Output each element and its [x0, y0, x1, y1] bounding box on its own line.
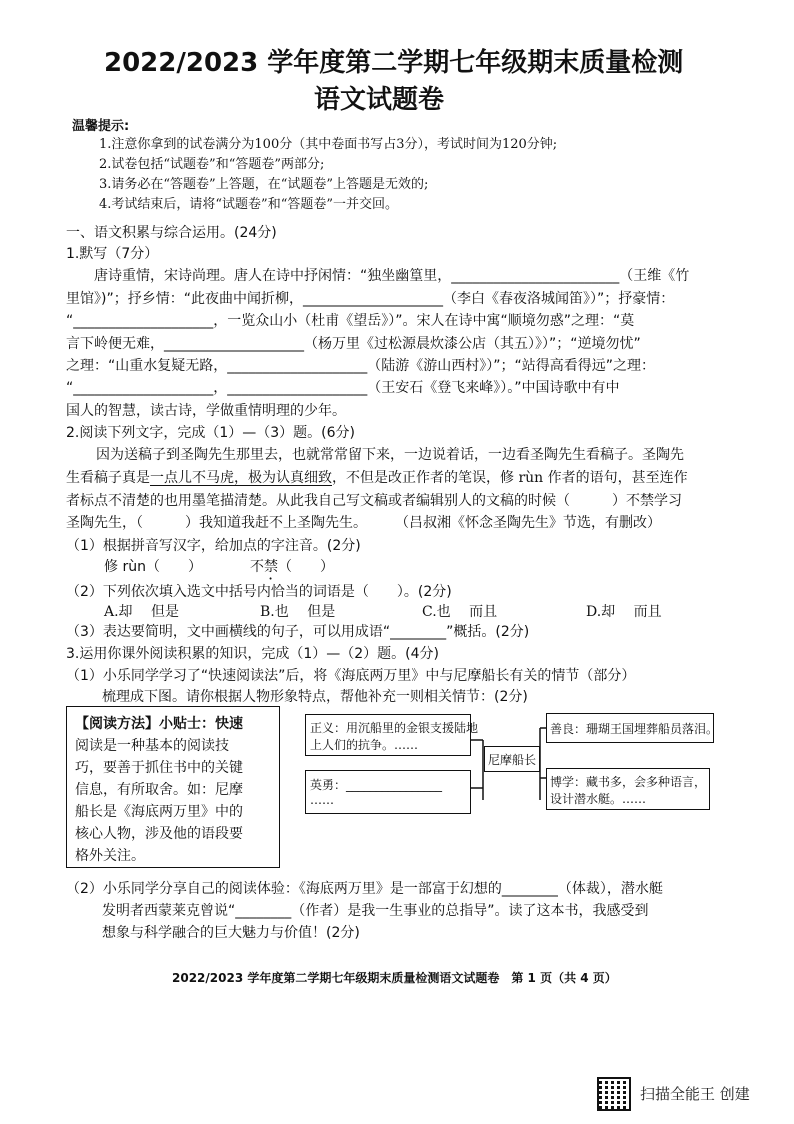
passage-line	[66, 467, 688, 487]
section-heading: 一、语文积累与综合运用。(24分)	[66, 225, 277, 241]
q2-sub2: （2）下列依次填入选文中括号内恰当的词语是（ ）。(2分)	[66, 584, 452, 600]
q2-sub1: （1）根据拼音写汉字，给加点的字注音。(2分)	[66, 538, 361, 554]
tip-item: 4.考试结束后，请将“试题卷”和“答题卷”一并交回。	[99, 197, 398, 212]
tip-box-line: 格外关注。	[75, 848, 145, 864]
blank-text: （ ）	[278, 559, 334, 575]
q2-sub3: （3）表达要简明，文中画横线的句子，可以用成语“________”概括。(2分)	[66, 624, 530, 640]
q3-sub1: 梳理成下图。请你根据人物形象特点，帮他补充一则相关情节：(2分)	[102, 689, 528, 705]
question-2-title: 2.阅读下列文字，完成（1）—（3）题。(6分)	[66, 425, 356, 441]
q3-sub2: （2）小乐同学分享自己的阅读体验：《海底两万里》是一部富于幻想的________（体裁），潜水艇	[66, 881, 663, 897]
blank-text: 不	[250, 559, 264, 575]
question-3-title: 3.运用你课外阅读积累的知识，完成（1）—（2）题。(4分)	[66, 646, 440, 662]
q1-line: 之理：“山重水复疑无路，____________________（陆游《游山西村》）”；“站得高看得远”之理：	[66, 358, 656, 374]
passage-text: 生看稿子真是	[66, 470, 150, 486]
option-b: B.也 但是	[260, 604, 336, 620]
page-footer: 2022/2023 学年度第二学期七年级期末质量检测语文试题卷 第 1 页（共 4 页）	[172, 971, 617, 985]
justice-text: 上人们的抗争。……	[310, 738, 419, 752]
qr-code-icon	[597, 1077, 631, 1111]
q3-sub2: 发明者西蒙莱克曾说“________（作者）是我一生事业的总指导”。读了这本书，我感受到	[102, 903, 649, 919]
q3-sub2: 想象与科学融合的巨大魅力与价值！(2分)	[102, 925, 360, 941]
tip-box-line: 信息，有所取舍。如：尼摩	[75, 782, 243, 798]
dotted-char: 禁	[264, 559, 278, 575]
tip-box-line: 【阅读方法】小贴士：快速	[75, 716, 243, 732]
justice-text: 正义：用沉船里的金银支援陆地	[310, 721, 479, 735]
learned-text: 设计潜水艇。……	[550, 792, 647, 806]
q2-sub1-blank-b	[250, 556, 334, 583]
passage-line: 圣陶先生，（ ）我知道我赶不上圣陶先生。 （吕叔湘《怀念圣陶先生》节选，有删改）	[66, 515, 661, 531]
underlined-sentence: 一点儿不马虎，极为认真细致	[150, 470, 332, 486]
tip-item: 2.试卷包括“试题卷”和“答题卷”两部分;	[99, 157, 325, 172]
passage-text: ，不但是改正作者的笔误，修 rùn 作者的语句，甚至连作	[332, 470, 688, 486]
tip-box-line: 船长是《海底两万里》中的	[75, 804, 243, 820]
tip-box-line: 阅读是一种基本的阅读技	[75, 738, 229, 754]
passage-line: 因为送稿子到圣陶先生那里去，也就常常留下来，一边说着话，一边看圣陶先生看稿子。圣陶先	[96, 447, 684, 463]
tips-heading: 温馨提示:	[72, 119, 130, 134]
q1-line: 里馆》)”；抒乡情：“此夜曲中闻折柳，____________________（李白《春夜洛城闻笛》）”；抒豪情：	[66, 291, 675, 307]
q3-sub1: （1）小乐同学学习了“快速阅读法”后，将《海底两万里》中与尼摩船长有关的情节（部分）	[66, 668, 636, 684]
scanner-watermark: 扫描全能王 创建	[640, 1085, 750, 1103]
q1-line: 唐诗重情，宋诗尚理。唐人在诗中抒闲情：“独坐幽篁里，________________________（王维《竹	[94, 268, 690, 284]
exam-subtitle: 语文试题卷	[314, 85, 445, 115]
tip-box-line: 核心人物，涉及他的语段要	[75, 826, 243, 842]
option-a: A.却 但是	[104, 604, 180, 620]
option-d: D.却 而且	[586, 604, 662, 620]
tip-item: 3.请务必在“答题卷”上答题，在“试题卷”上答题是无效的;	[99, 177, 429, 192]
q1-line: 言下岭便无难，____________________（杨万里《过松源晨炊漆公店（其五）》）”；“逆境勿忧”	[66, 336, 641, 352]
q1-line: “____________________，____________________（王安石《登飞来峰》）。”中国诗歌中有中	[66, 380, 620, 396]
learned-text: 博学：藏书多，会多种语言，	[550, 775, 707, 789]
question-1-title: 1.默写（7分）	[66, 246, 159, 262]
center-label: 尼摩船长	[488, 753, 537, 767]
brave-text: 英勇：________________	[310, 778, 443, 792]
exam-title: 2022/2023 学年度第二学期七年级期末质量检测	[104, 48, 684, 78]
passage-line: 者标点不清楚的也用墨笔描清楚。从此我自己写文稿或者编辑别人的文稿的时候（ ）不禁学习	[66, 493, 682, 509]
q2-sub1-blank-a: 修 rùn（ ）	[104, 559, 202, 575]
q1-line: 国人的智慧，读古诗，学做重情明理的少年。	[66, 403, 346, 419]
tip-item: 1.注意你拿到的试卷满分为100分（其中卷面书写占3分），考试时间为120分钟;	[99, 137, 558, 152]
option-c: C.也 而且	[422, 604, 498, 620]
q1-line: “____________________，一览众山小（杜甫《望岳》）”。宋人在诗中寓“顺境勿惑”之理：“莫	[66, 313, 635, 329]
kind-text: 善良：珊瑚王国埋葬船员落泪。	[550, 722, 719, 736]
brave-text: ……	[310, 793, 334, 807]
tip-box-line: 巧，要善于抓住书中的关键	[75, 760, 243, 776]
